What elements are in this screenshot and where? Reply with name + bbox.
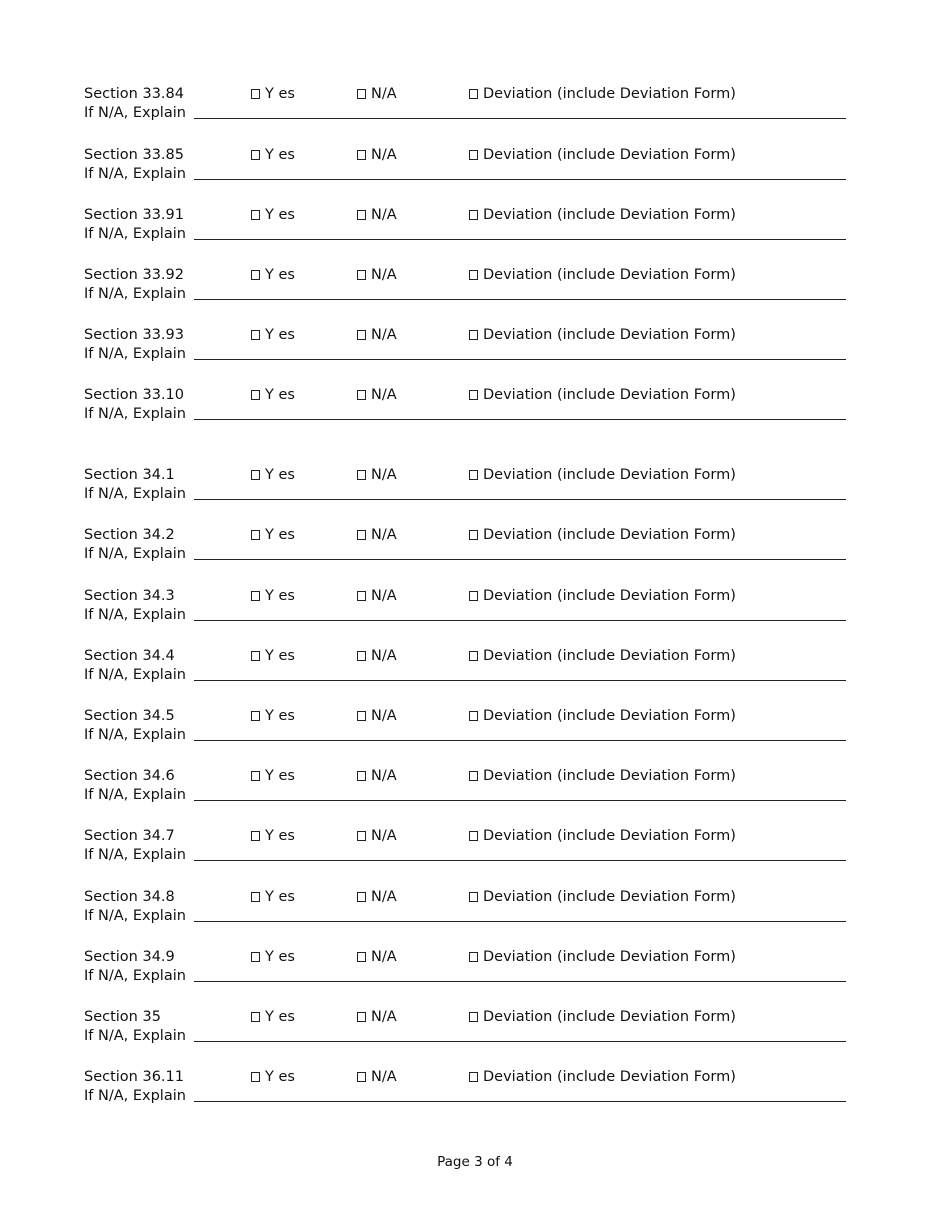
checklist-row — [84, 706, 844, 746]
section-label: Section 33.84 — [84, 86, 184, 102]
na-checkbox[interactable] — [357, 84, 397, 104]
explain-line — [84, 344, 844, 364]
yes-checkbox[interactable] — [251, 525, 295, 545]
row-options — [84, 205, 844, 225]
yes-label: Y es — [265, 147, 295, 163]
deviation-label: Deviation (include Deviation Form) — [483, 588, 736, 604]
explain-label: If N/A, Explain — [84, 1088, 186, 1104]
explain-label: If N/A, Explain — [84, 226, 186, 242]
section-label: Section 34.6 — [84, 768, 175, 784]
checkbox-icon — [357, 210, 366, 220]
checkbox-icon — [469, 210, 478, 220]
section-label: Section 34.8 — [84, 889, 175, 905]
yes-checkbox[interactable] — [251, 145, 295, 165]
na-label: N/A — [371, 949, 397, 965]
section-label: Section 35 — [84, 1009, 161, 1025]
explain-label: If N/A, Explain — [84, 847, 186, 863]
deviation-checkbox[interactable] — [469, 265, 736, 285]
explain-line — [84, 224, 844, 244]
yes-label: Y es — [265, 768, 295, 784]
yes-label: Y es — [265, 828, 295, 844]
yes-label: Y es — [265, 1009, 295, 1025]
checkbox-icon — [357, 330, 366, 340]
explain-line — [84, 1086, 844, 1106]
na-checkbox[interactable] — [357, 646, 397, 666]
yes-label: Y es — [265, 1069, 295, 1085]
deviation-checkbox[interactable] — [469, 586, 736, 606]
row-options — [84, 385, 844, 405]
deviation-checkbox[interactable] — [469, 1067, 736, 1087]
explain-field[interactable] — [194, 800, 846, 801]
explain-line — [84, 103, 844, 123]
na-checkbox[interactable] — [357, 766, 397, 786]
yes-checkbox[interactable] — [251, 465, 295, 485]
checklist-row — [84, 385, 844, 425]
na-checkbox[interactable] — [357, 465, 397, 485]
checkbox-icon — [469, 1012, 478, 1022]
checkbox-icon — [469, 150, 478, 160]
checkbox-icon — [251, 470, 260, 480]
na-checkbox[interactable] — [357, 385, 397, 405]
section-label: Section 34.4 — [84, 648, 175, 664]
page-number: Page 3 of 4 — [437, 1154, 513, 1170]
deviation-checkbox[interactable] — [469, 706, 736, 726]
deviation-label: Deviation (include Deviation Form) — [483, 86, 736, 102]
explain-label: If N/A, Explain — [84, 486, 186, 502]
na-checkbox[interactable] — [357, 706, 397, 726]
na-label: N/A — [371, 86, 397, 102]
section-label: Section 34.5 — [84, 708, 175, 724]
explain-label: If N/A, Explain — [84, 908, 186, 924]
deviation-label: Deviation (include Deviation Form) — [483, 147, 736, 163]
yes-checkbox[interactable] — [251, 706, 295, 726]
explain-label: If N/A, Explain — [84, 968, 186, 984]
checkbox-icon — [357, 711, 366, 721]
checkbox-icon — [251, 952, 260, 962]
yes-label: Y es — [265, 588, 295, 604]
explain-field[interactable] — [194, 419, 846, 420]
explain-label: If N/A, Explain — [84, 166, 186, 182]
checklist-row — [84, 145, 844, 185]
na-label: N/A — [371, 588, 397, 604]
explain-line — [84, 966, 844, 986]
row-options — [84, 265, 844, 285]
explain-field[interactable] — [194, 740, 846, 741]
deviation-label: Deviation (include Deviation Form) — [483, 1069, 736, 1085]
na-checkbox[interactable] — [357, 325, 397, 345]
na-checkbox[interactable] — [357, 947, 397, 967]
na-label: N/A — [371, 889, 397, 905]
explain-line — [84, 725, 844, 745]
na-label: N/A — [371, 648, 397, 664]
yes-checkbox[interactable] — [251, 205, 295, 225]
deviation-label: Deviation (include Deviation Form) — [483, 949, 736, 965]
section-label: Section 34.2 — [84, 527, 175, 543]
yes-label: Y es — [265, 327, 295, 343]
explain-label: If N/A, Explain — [84, 727, 186, 743]
deviation-checkbox[interactable] — [469, 826, 736, 846]
checkbox-icon — [251, 831, 260, 841]
na-checkbox[interactable] — [357, 1007, 397, 1027]
explain-label: If N/A, Explain — [84, 1028, 186, 1044]
yes-checkbox[interactable] — [251, 1067, 295, 1087]
yes-label: Y es — [265, 207, 295, 223]
na-label: N/A — [371, 327, 397, 343]
checkbox-icon — [251, 892, 260, 902]
checkbox-icon — [357, 591, 366, 601]
yes-label: Y es — [265, 708, 295, 724]
deviation-checkbox[interactable] — [469, 766, 736, 786]
row-options — [84, 525, 844, 545]
deviation-label: Deviation (include Deviation Form) — [483, 527, 736, 543]
deviation-checkbox[interactable] — [469, 325, 736, 345]
na-label: N/A — [371, 467, 397, 483]
deviation-checkbox[interactable] — [469, 385, 736, 405]
explain-line — [84, 404, 844, 424]
deviation-checkbox[interactable] — [469, 947, 736, 967]
yes-checkbox[interactable] — [251, 947, 295, 967]
checkbox-icon — [251, 89, 260, 99]
explain-label: If N/A, Explain — [84, 787, 186, 803]
row-options — [84, 84, 844, 104]
checklist-row — [84, 205, 844, 245]
na-label: N/A — [371, 147, 397, 163]
checkbox-icon — [469, 771, 478, 781]
deviation-label: Deviation (include Deviation Form) — [483, 708, 736, 724]
checklist-row — [84, 84, 844, 124]
yes-label: Y es — [265, 889, 295, 905]
checkbox-icon — [469, 270, 478, 280]
yes-checkbox[interactable] — [251, 385, 295, 405]
na-label: N/A — [371, 387, 397, 403]
checkbox-icon — [357, 89, 366, 99]
checklist-row — [84, 766, 844, 806]
row-options — [84, 646, 844, 666]
checkbox-icon — [357, 1072, 366, 1082]
checkbox-icon — [357, 771, 366, 781]
explain-field[interactable] — [194, 981, 846, 982]
deviation-checkbox[interactable] — [469, 465, 736, 485]
explain-label: If N/A, Explain — [84, 286, 186, 302]
checkbox-icon — [251, 270, 260, 280]
yes-label: Y es — [265, 648, 295, 664]
explain-field[interactable] — [194, 118, 846, 119]
explain-line — [84, 484, 844, 504]
checkbox-icon — [251, 530, 260, 540]
deviation-label: Deviation (include Deviation Form) — [483, 467, 736, 483]
explain-field[interactable] — [194, 1041, 846, 1042]
deviation-checkbox[interactable] — [469, 84, 736, 104]
deviation-checkbox[interactable] — [469, 145, 736, 165]
checkbox-icon — [469, 831, 478, 841]
row-options — [84, 826, 844, 846]
checkbox-icon — [357, 831, 366, 841]
section-label: Section 33.91 — [84, 207, 184, 223]
section-label: Section 34.3 — [84, 588, 175, 604]
checkbox-icon — [357, 1012, 366, 1022]
row-options — [84, 887, 844, 907]
na-label: N/A — [371, 708, 397, 724]
explain-field[interactable] — [194, 559, 846, 560]
checkbox-icon — [357, 651, 366, 661]
deviation-checkbox[interactable] — [469, 646, 736, 666]
checkbox-icon — [469, 470, 478, 480]
checklist-row — [84, 646, 844, 686]
checkbox-icon — [469, 952, 478, 962]
deviation-label: Deviation (include Deviation Form) — [483, 889, 736, 905]
checkbox-icon — [251, 150, 260, 160]
checklist-row — [84, 465, 844, 505]
explain-label: If N/A, Explain — [84, 607, 186, 623]
na-label: N/A — [371, 768, 397, 784]
section-label: Section 33.93 — [84, 327, 184, 343]
explain-field[interactable] — [194, 359, 846, 360]
explain-field[interactable] — [194, 921, 846, 922]
checkbox-icon — [251, 1072, 260, 1082]
explain-line — [84, 544, 844, 564]
deviation-label: Deviation (include Deviation Form) — [483, 267, 736, 283]
checkbox-icon — [251, 210, 260, 220]
explain-field[interactable] — [194, 299, 846, 300]
section-label: Section 36.11 — [84, 1069, 184, 1085]
yes-label: Y es — [265, 86, 295, 102]
explain-line — [84, 906, 844, 926]
explain-label: If N/A, Explain — [84, 546, 186, 562]
explain-label: If N/A, Explain — [84, 346, 186, 362]
section-label: Section 33.10 — [84, 387, 184, 403]
explain-label: If N/A, Explain — [84, 667, 186, 683]
deviation-label: Deviation (include Deviation Form) — [483, 327, 736, 343]
deviation-label: Deviation (include Deviation Form) — [483, 207, 736, 223]
section-label: Section 33.92 — [84, 267, 184, 283]
checklist-row — [84, 826, 844, 866]
checkbox-icon — [469, 651, 478, 661]
na-checkbox[interactable] — [357, 1067, 397, 1087]
yes-label: Y es — [265, 949, 295, 965]
explain-field[interactable] — [194, 620, 846, 621]
checkbox-icon — [469, 390, 478, 400]
row-options — [84, 947, 844, 967]
checklist-row — [84, 265, 844, 305]
checkbox-icon — [357, 470, 366, 480]
checkbox-icon — [251, 771, 260, 781]
explain-line — [84, 605, 844, 625]
explain-label: If N/A, Explain — [84, 105, 186, 121]
checkbox-icon — [469, 1072, 478, 1082]
checkbox-icon — [469, 892, 478, 902]
yes-label: Y es — [265, 267, 295, 283]
checklist-row — [84, 947, 844, 987]
checklist-row — [84, 887, 844, 927]
deviation-checkbox[interactable] — [469, 887, 736, 907]
yes-checkbox[interactable] — [251, 887, 295, 907]
checklist-row — [84, 586, 844, 626]
na-checkbox[interactable] — [357, 265, 397, 285]
explain-field[interactable] — [194, 499, 846, 500]
checklist-row — [84, 1067, 844, 1107]
deviation-label: Deviation (include Deviation Form) — [483, 1009, 736, 1025]
explain-line — [84, 785, 844, 805]
explain-line — [84, 665, 844, 685]
row-options — [84, 325, 844, 345]
row-options — [84, 1007, 844, 1027]
na-label: N/A — [371, 828, 397, 844]
explain-line — [84, 164, 844, 184]
yes-checkbox[interactable] — [251, 586, 295, 606]
checkbox-icon — [469, 89, 478, 99]
section-label: Section 34.1 — [84, 467, 175, 483]
yes-checkbox[interactable] — [251, 84, 295, 104]
checkbox-icon — [469, 530, 478, 540]
checkbox-icon — [469, 330, 478, 340]
explain-line — [84, 845, 844, 865]
na-label: N/A — [371, 1069, 397, 1085]
na-checkbox[interactable] — [357, 826, 397, 846]
na-label: N/A — [371, 267, 397, 283]
checkbox-icon — [251, 390, 260, 400]
yes-label: Y es — [265, 527, 295, 543]
deviation-label: Deviation (include Deviation Form) — [483, 387, 736, 403]
checkbox-icon — [251, 1012, 260, 1022]
explain-field[interactable] — [194, 239, 846, 240]
deviation-label: Deviation (include Deviation Form) — [483, 828, 736, 844]
yes-checkbox[interactable] — [251, 1007, 295, 1027]
explain-label: If N/A, Explain — [84, 406, 186, 422]
explain-line — [84, 284, 844, 304]
checklist-row — [84, 325, 844, 365]
yes-checkbox[interactable] — [251, 325, 295, 345]
checkbox-icon — [357, 530, 366, 540]
checkbox-icon — [357, 892, 366, 902]
deviation-checkbox[interactable] — [469, 525, 736, 545]
checkbox-icon — [251, 711, 260, 721]
explain-field[interactable] — [194, 860, 846, 861]
deviation-checkbox[interactable] — [469, 1007, 736, 1027]
explain-field[interactable] — [194, 1101, 846, 1102]
deviation-label: Deviation (include Deviation Form) — [483, 768, 736, 784]
row-options — [84, 1067, 844, 1087]
deviation-label: Deviation (include Deviation Form) — [483, 648, 736, 664]
checkbox-icon — [251, 330, 260, 340]
row-options — [84, 706, 844, 726]
na-checkbox[interactable] — [357, 586, 397, 606]
checklist-row — [84, 1007, 844, 1047]
section-label: Section 33.85 — [84, 147, 184, 163]
yes-label: Y es — [265, 467, 295, 483]
na-checkbox[interactable] — [357, 887, 397, 907]
row-options — [84, 145, 844, 165]
checkbox-icon — [357, 270, 366, 280]
checkbox-icon — [251, 591, 260, 601]
row-options — [84, 766, 844, 786]
yes-checkbox[interactable] — [251, 766, 295, 786]
row-options — [84, 586, 844, 606]
row-options — [84, 465, 844, 485]
checkbox-icon — [357, 390, 366, 400]
yes-checkbox[interactable] — [251, 265, 295, 285]
yes-checkbox[interactable] — [251, 826, 295, 846]
section-label: Section 34.7 — [84, 828, 175, 844]
explain-field[interactable] — [194, 179, 846, 180]
checkbox-icon — [469, 711, 478, 721]
na-label: N/A — [371, 527, 397, 543]
explain-line — [84, 1026, 844, 1046]
deviation-checkbox[interactable] — [469, 205, 736, 225]
na-checkbox[interactable] — [357, 525, 397, 545]
explain-field[interactable] — [194, 680, 846, 681]
section-label: Section 34.9 — [84, 949, 175, 965]
checklist-row — [84, 525, 844, 565]
na-checkbox[interactable] — [357, 145, 397, 165]
na-label: N/A — [371, 1009, 397, 1025]
checkbox-icon — [469, 591, 478, 601]
na-checkbox[interactable] — [357, 205, 397, 225]
yes-label: Y es — [265, 387, 295, 403]
checkbox-icon — [251, 651, 260, 661]
na-label: N/A — [371, 207, 397, 223]
checkbox-icon — [357, 952, 366, 962]
yes-checkbox[interactable] — [251, 646, 295, 666]
checkbox-icon — [357, 150, 366, 160]
